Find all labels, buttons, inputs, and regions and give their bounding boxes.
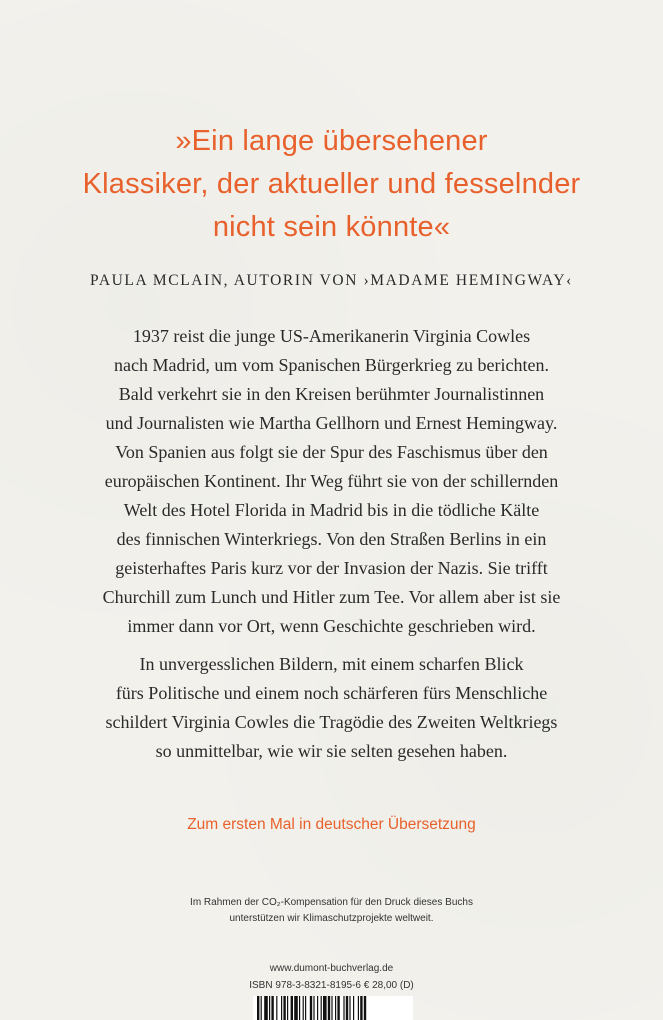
blurb-line: fürs Politische und einem noch schärferen fürs Menschliche	[115, 683, 548, 703]
blurb-line: Welt des Hotel Florida in Madrid bis in die tödliche Kälte	[123, 500, 540, 520]
blurb-line: europäischen Kontinent. Ihr Weg führt sie von der schillernden	[104, 471, 559, 491]
co2-note	[0, 895, 663, 927]
blurb-paragraph-2	[0, 650, 663, 766]
blurb-line: nach Madrid, um vom Spanischen Bürgerkrieg zu berichten.	[113, 355, 550, 375]
blurb-line: Churchill zum Lunch und Hitler zum Tee. Vor allem aber ist sie	[102, 587, 561, 607]
blurb-line: so unmittelbar, wie wir sie selten gesehen haben.	[155, 741, 508, 761]
publisher-info	[0, 960, 663, 994]
barcode-icon	[253, 996, 413, 1020]
blurb-line: Bald verkehrt sie in den Kreisen berühmter Journalistinnen	[118, 384, 545, 404]
publisher-website: www.dumont-buchverlag.de	[269, 963, 394, 974]
quote-attribution: PAULA MCLAIN, AUTORIN VON ›MADAME HEMINGWAY‹	[90, 272, 573, 289]
blurb-line: und Journalisten wie Martha Gellhorn und Ernest Hemingway.	[105, 413, 558, 433]
blurb-line: des finnischen Winterkriegs. Von den Straßen Berlins in ein	[116, 529, 547, 549]
pull-quote	[0, 120, 663, 249]
blurb-line: geisterhaftes Paris kurz vor der Invasion der Nazis. Sie trifft	[115, 558, 548, 578]
blurb-line: immer dann vor Ort, wenn Geschichte geschrieben wird.	[127, 616, 536, 636]
translation-tagline: Zum ersten Mal in deutscher Übersetzung	[187, 816, 476, 833]
blurb-paragraph-1	[0, 322, 663, 641]
quote-line: nicht sein könnte«	[212, 211, 451, 243]
blurb-line: 1937 reist die junge US-Amerikanerin Virginia Cowles	[132, 326, 531, 346]
quote-line: Klassiker, der aktueller und fesselnder	[82, 168, 581, 200]
blurb-line: In unvergesslichen Bildern, mit einem scharfen Blick	[139, 654, 524, 674]
quote-line: »Ein lange übersehener	[175, 125, 488, 157]
blurb-line: schildert Virginia Cowles die Tragödie des Zweiten Weltkriegs	[105, 712, 558, 732]
isbn-price: ISBN 978-3-8321-8195-6 € 28,00 (D)	[249, 980, 414, 991]
blurb-line: Von Spanien aus folgt sie der Spur des Faschismus über den	[115, 442, 548, 462]
co2-note-line: unterstützen wir Klimaschutzprojekte weltweit.	[229, 913, 434, 924]
co2-note-line: Im Rahmen der CO₂-Kompensation für den Druck dieses Buchs	[190, 897, 473, 908]
